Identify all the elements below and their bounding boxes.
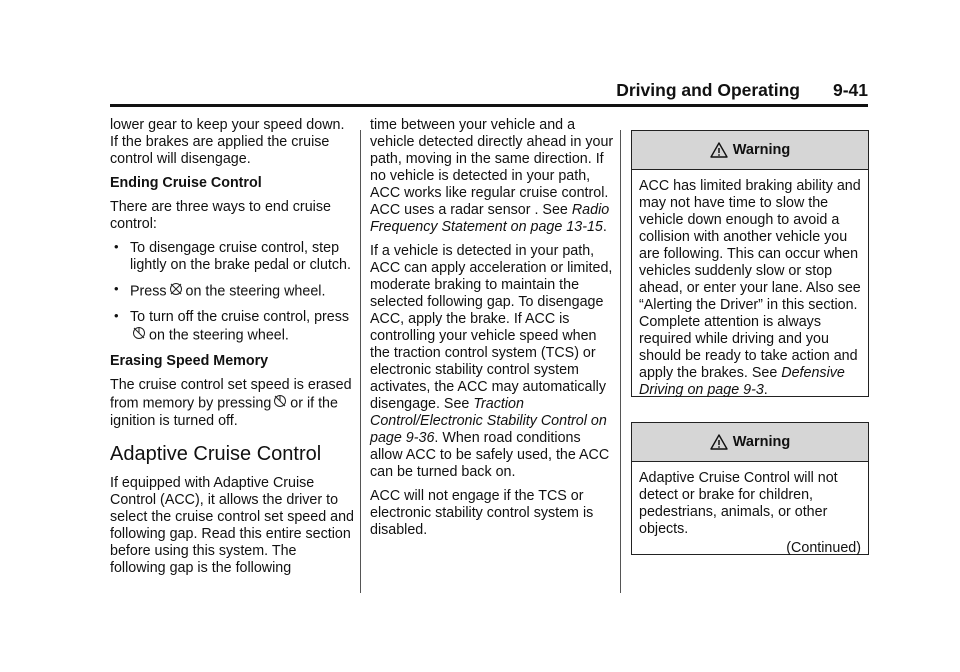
warning-body: ACC has limited braking ability and may not have time to slow the vehicle down enough to avoid a collision with another vehicle you are following. This can occur when vehicles suddenly slow or stop ahead, or enter your lane. Also see “Alerting the Driver” in this section. Complete attention is always required while driving and you should be ready to take action and apply the brakes. See Defensive Driving on page 9-3.: [639, 178, 861, 398]
warning-box-1: [631, 130, 869, 397]
list-item: [110, 240, 355, 274]
column-1: [110, 117, 355, 584]
cancel-icon: [169, 282, 183, 301]
traction-control-link[interactable]: Traction Control/Electronic Stability Control on page 9-36: [370, 396, 607, 446]
radio-frequency-link[interactable]: Radio Frequency Statement on page 13-15: [370, 202, 610, 235]
column-divider-1: [360, 130, 361, 593]
continued-label: (Continued): [786, 540, 861, 556]
warning-body: [632, 462, 868, 565]
list-item: [110, 282, 355, 301]
page-number: 9-41: [832, 80, 868, 100]
vehicle-detected-paragraph: If a vehicle is detected in your path, ACC can apply acceleration or limited, moderate braking to maintain the selected following gap. To disengage ACC, apply the brake. If ACC is controlling your vehicle speed when the traction control system (TCS) or electronic stability control system activates, the ACC may automatically disengage. See Traction Control/Electronic Stability Control on page 9-36. When road conditions allow ACC to be safely used, the ACC can be turned back on.: [370, 243, 613, 480]
list-item: [110, 309, 355, 345]
defensive-driving-link[interactable]: Defensive Driving on page 9-3: [639, 365, 845, 398]
bullet-text: on the steering wheel.: [149, 327, 289, 344]
warning-box-2: [631, 422, 869, 555]
erasing-memory-text: The cruise control set speed is erased from memory by pressing or if the ignition is turned off.: [110, 377, 352, 429]
warning-header: [632, 423, 868, 462]
bullet-icon: •: [114, 239, 119, 254]
intro-paragraph: lower gear to keep your speed down. If the brakes are applied the cruise control will disengage.: [110, 117, 345, 167]
bullet-text: on the steering wheel.: [185, 283, 326, 300]
section-title: Driving and Operating: [616, 80, 800, 100]
bullet-text: Press: [130, 283, 167, 300]
column-divider-2: [620, 130, 621, 593]
ending-cruise-text: There are three ways to end cruise control:: [110, 199, 331, 232]
adaptive-cruise-heading: Adaptive Cruise Control: [110, 443, 322, 465]
ending-cruise-heading: Ending Cruise Control: [110, 175, 262, 191]
warning-header: [632, 131, 868, 170]
bullet-text: To disengage cruise control, step lightly on the brake pedal or clutch.: [130, 240, 351, 273]
adaptive-cruise-text: If equipped with Adaptive Cruise Control (ACC), it allows the driver to select the cruise control set speed and following gap. Read this entire section before using this system. The following gap is the following: [110, 475, 354, 576]
following-gap-paragraph: time between your vehicle and a vehicle detected directly ahead in your path, moving in the same direction. If no vehicle is detected in your path, ACC works like regular cruise control. ACC uses a radar sensor . See Radio Frequency Statement on page 13-15.: [370, 117, 614, 235]
ending-bullets: [110, 240, 355, 345]
warning-text: Adaptive Cruise Control will not detect or brake for children, pedestrians, animals, or other objects.: [639, 470, 838, 537]
erasing-memory-heading: Erasing Speed Memory: [110, 353, 269, 369]
warning-title: Warning: [732, 434, 791, 450]
acc-engage-paragraph: ACC will not engage if the TCS or electronic stability control system is disabled.: [370, 488, 594, 538]
header-rule: [110, 104, 868, 107]
column-2: [370, 117, 615, 546]
bullet-icon: •: [114, 281, 119, 296]
cruise-off-icon: [132, 326, 146, 345]
cruise-off-icon: [273, 394, 287, 413]
bullet-text: To turn off the cruise control, press: [130, 309, 350, 325]
bullet-icon: •: [114, 308, 119, 323]
warning-triangle-icon: [710, 142, 728, 158]
page-header: [596, 80, 868, 102]
warning-title: Warning: [732, 142, 791, 158]
warning-triangle-icon: [710, 434, 728, 450]
